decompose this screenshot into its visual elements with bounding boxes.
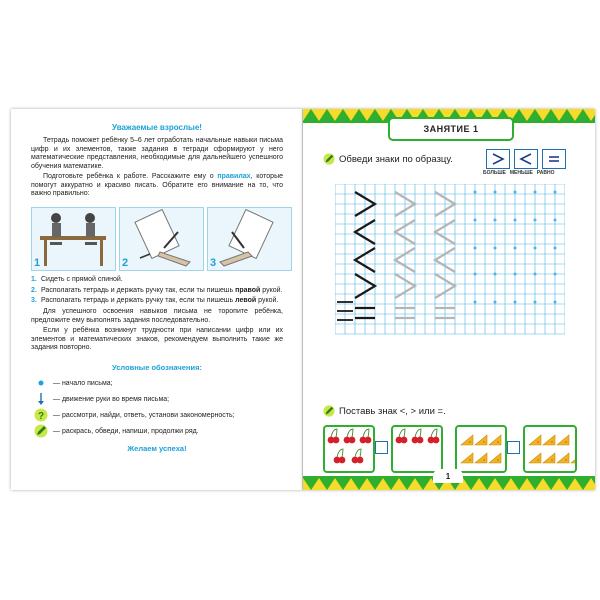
pencil-icon bbox=[323, 405, 335, 417]
greater-sign-box bbox=[486, 149, 510, 169]
sign-samples bbox=[486, 149, 566, 169]
page-number: 1 bbox=[433, 469, 463, 483]
rule-item: 3. Располагать тетрадь и держать ручку так, если ты пишешь левой рукой. bbox=[31, 297, 279, 305]
prep-paragraph: Подготовьте ребёнка к работе. Расскажите ему о правилах, которые помогут аккуратно и красиво писать. Обратите его внимание на то, что важно правильно: bbox=[31, 173, 283, 198]
rule-item: 2. Располагать тетрадь и держать ручку так, если ты пишешь правой рукой. bbox=[31, 286, 283, 294]
task-2: Поставь знак <, > или =. bbox=[323, 405, 446, 417]
label-greater: БОЛЬШЕ bbox=[483, 170, 506, 176]
label-less: МЕНЬШЕ bbox=[509, 170, 533, 176]
answer-box-cherries[interactable] bbox=[375, 441, 388, 454]
legend-item: — раскрась, обведи, напиши, продолжи ряд. bbox=[33, 423, 293, 439]
sign-labels bbox=[483, 170, 555, 176]
cherries-box-right bbox=[391, 425, 443, 473]
paragraph-2: Для успешного освоения навыков письма не торопите ребёнка, предложите ему выполнять задания последовательно. bbox=[31, 308, 283, 324]
cheese-box-left bbox=[455, 425, 507, 473]
legend-item: ? — рассмотри, найди, ответь, установи закономерность; bbox=[33, 407, 293, 423]
legend-title: Условные обозначения: bbox=[112, 363, 202, 372]
rule-item: 1. Сидеть с прямой спиной. bbox=[31, 276, 123, 283]
arrow-down-icon bbox=[33, 392, 49, 406]
rules-list bbox=[31, 276, 284, 308]
posture-illustrations bbox=[31, 207, 284, 269]
answer-box-cheese[interactable] bbox=[507, 441, 520, 454]
cherries-box-left bbox=[323, 425, 375, 473]
paragraph-3: Если у ребёнка возникнут трудности при написании цифр или их элементов и математических знаков, рекомендуем выполнить такие же задания повторно. bbox=[31, 327, 283, 352]
illustration-left-hand bbox=[207, 207, 292, 271]
illustration-number: 3 bbox=[210, 257, 217, 269]
illustration-sitting bbox=[31, 207, 116, 271]
rules-keyword: правилах bbox=[217, 173, 251, 180]
right-page bbox=[303, 109, 595, 490]
illustration-number: 1 bbox=[34, 257, 41, 269]
intro-paragraph: Тетрадь поможет ребёнку 5–6 лет отработать начальные навыки письма цифр и их элементов, также задания в тетради сформируют у него математические представления, необходимые для дальнейшего успешного обучения математике. bbox=[31, 137, 283, 170]
label-equal: РАВНО bbox=[536, 170, 555, 176]
less-sign-box bbox=[514, 149, 538, 169]
page-title: Уважаемые взрослые! bbox=[112, 123, 202, 132]
pencil-icon bbox=[33, 424, 49, 438]
cheese-box-right bbox=[523, 425, 577, 473]
pencil-icon bbox=[323, 153, 335, 165]
legend-list bbox=[33, 375, 293, 439]
illustration-number: 2 bbox=[122, 257, 129, 269]
dot-icon bbox=[33, 376, 49, 390]
legend-item: — движение руки во время письма; bbox=[33, 391, 293, 407]
left-page bbox=[11, 109, 303, 490]
illustration-right-hand bbox=[119, 207, 204, 271]
lesson-title: ЗАНЯТИЕ 1 bbox=[388, 117, 514, 141]
svg-text:?: ? bbox=[37, 411, 45, 422]
question-icon bbox=[33, 408, 49, 422]
closing-text: Желаем успеха! bbox=[127, 444, 187, 453]
task-1: Обведи знаки по образцу. bbox=[323, 153, 453, 165]
legend-item: — начало письма; bbox=[33, 375, 293, 391]
equal-sign-box bbox=[542, 149, 566, 169]
tracing-grid[interactable] bbox=[335, 184, 565, 338]
